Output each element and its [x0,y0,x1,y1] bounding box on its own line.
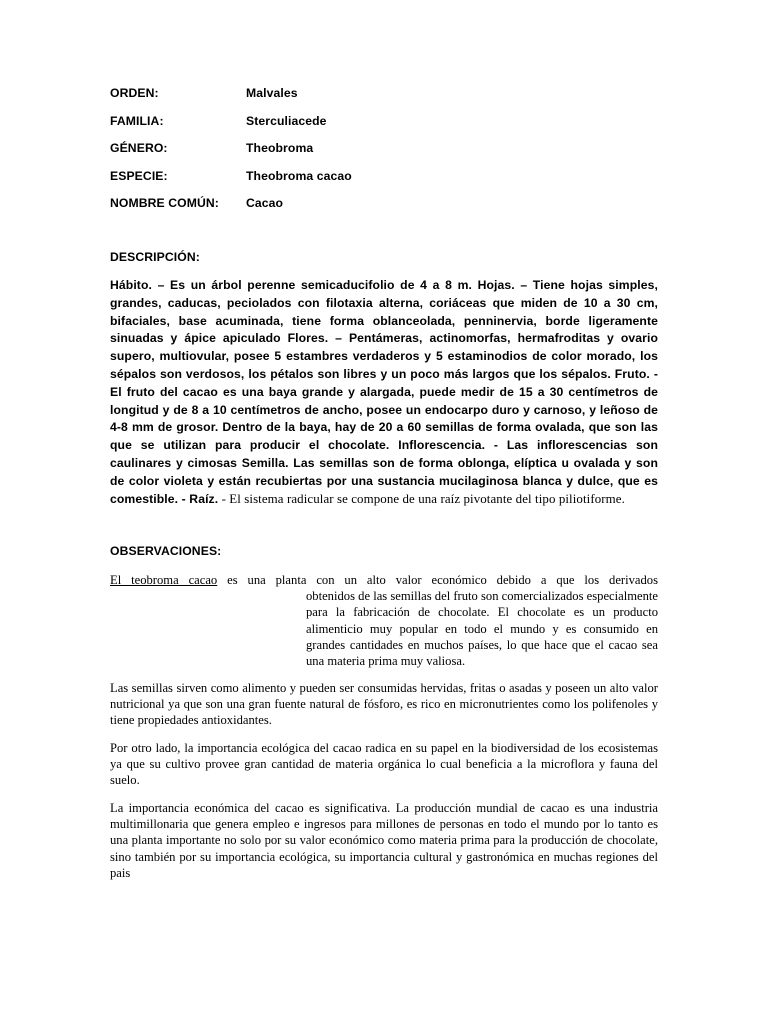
taxonomy-row-orden [110,86,658,114]
description-text: - El sistema radicular se compone de una raíz pivotante del tipo piliotiforme. [218,491,625,506]
description-term: Hábito. [110,278,152,292]
taxonomy-row-familia [110,114,658,142]
description-term: Flores. [287,331,329,346]
taxonomy-label: NOMBRE COMÚN: [110,196,219,210]
description-text: – Tiene hojas simples, grandes, caducas, peciolados con filotaxia alterna, coriáceas que miden de 10 a 30 cm, bifaciales, base acuminada, tiene forma oblanceolada, penninervia, borde ligeramente sinuadas y ápice apiculado [110,278,658,346]
taxonomy-value: Malvales [246,86,298,100]
taxonomy-label: ORDEN: [110,86,159,100]
description-paragraph [110,277,658,508]
description-text: Las semillas son de forma oblonga, elíptica u ovalada y son de color violeta y están recubiertas por una sustancia mucilaginosa blanca y dulce, que es comestible. - [110,455,658,506]
description-term: Hojas. [477,278,515,292]
observations-paragraph-economia: La importancia económica del cacao es significativa. La producción mundial de cacao es una industria multimillonaria que genera empleo e ingresos para millones de personas en todo el mundo por lo tanto es una planta importante no solo por su valor económico como materia prima para la producción de chocolate, sino también por su importancia ecológica, su importancia cultural y gastronómica en muchas regiones del pais [110,801,658,880]
observations-heading: OBSERVACIONES: [110,544,222,558]
description-text: - El fruto del cacao es una baya grande y alargada, puede medir de 15 a 30 centímetros de longitud y de 8 a 10 centímetros de ancho, posee un endocarpo duro y carnoso, y leñoso de 4-8 mm de grosor. Dentro de la baya, hay de 20 a 60 semillas de forma ovalada, que son las que se utilizan para producir el chocolate. [110,366,658,453]
observations-paragraph-ecologia: Por otro lado, la importancia ecológica del cacao radica en su papel en la biodiversidad de los ecosistemas ya que su cultivo provee gran cantidad de materia orgánica lo cual beneficia a la microflora y fauna del suelo. [110,741,658,788]
description-term: Semilla. [241,455,289,470]
description-heading: DESCRIPCIÓN: [110,250,200,264]
taxonomy-row-nombre-comun [110,196,658,224]
description-text: - Las inflorescencias son caulinares y cimosas [110,438,658,470]
observations-first-paragraph [110,572,658,669]
species-underlined-term: El teobroma cacao [110,573,218,587]
taxonomy-row-especie [110,169,658,197]
taxonomy-label: FAMILIA: [110,113,164,128]
taxonomy-value: Theobroma cacao [246,168,352,183]
description-term: Inflorescencia. [398,438,486,453]
taxonomy-value: Cacao [246,196,284,210]
description-term: Fruto. [614,366,650,381]
observations-lead-line [110,572,658,588]
taxonomy-value: Sterculiacede [246,113,327,128]
taxonomy-label: GÉNERO: [110,141,168,155]
taxonomy-value: Theobroma [246,141,314,155]
taxonomy-label: ESPECIE: [110,168,168,183]
observations-lead-text: es una planta con un alto valor económico debido a que los derivados [217,573,659,587]
taxonomy-row-genero [110,141,658,169]
description-text: – Es un árbol perenne semicaducifolio de 4 a 8 m. [152,278,478,292]
description-text: – Pentámeras, actinomorfas, hermafroditas y ovario supero, multiovular, posee 5 estambres verdaderos y 5 estaminodios de color morado, los sépalos son verdosos, los pétalos son libres y un poco más largos que los sépalos. [110,331,658,381]
observations-paragraph-semillas: Las semillas sirven como alimento y pueden ser consumidas hervidas, fritas o asadas y poseen un alto valor nutricional ya que son una gran fuente natural de fósforo, es rico en micronutrientes como los polifenoles y tiene propiedades antioxidantes. [110,681,658,728]
document-page [110,0,658,1024]
description-term: Raíz. [189,491,219,506]
taxonomy-table [110,86,658,224]
observations-indented-text: obtenidos de las semillas del fruto son comercializados especialmente para la fabricación de chocolate. El chocolate es un producto alimenticio muy popular en todo el mundo y es consumido en grandes cantidades en muchos países, lo que hace que el cacao sea una materia prima muy valiosa. [306,589,658,669]
